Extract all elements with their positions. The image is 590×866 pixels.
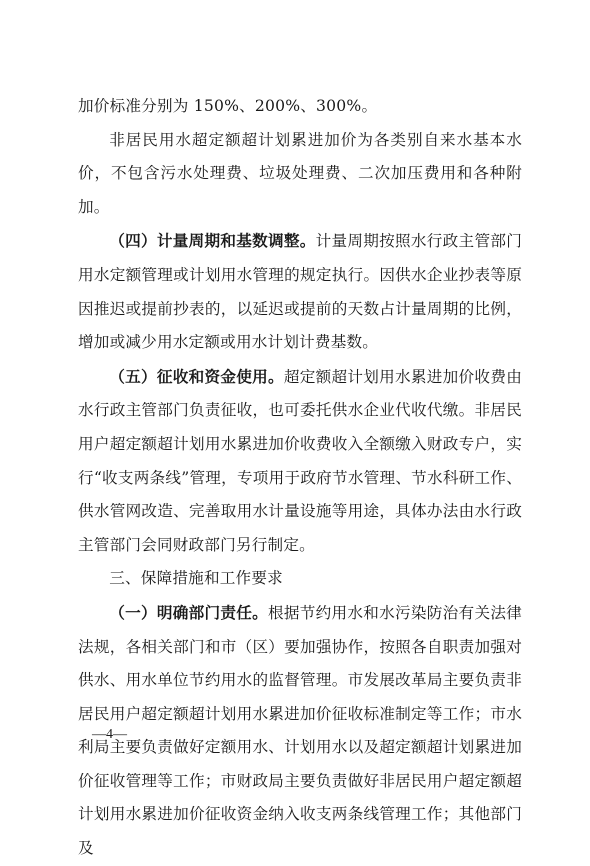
- paragraph-department-duty: [78, 596, 522, 866]
- paragraph-collection-use: [78, 360, 522, 563]
- page-number: —4—: [92, 727, 127, 742]
- paragraph-heading: （五）征收和资金使用。: [109, 366, 284, 386]
- paragraph-text: 计量周期按照水行政主管部门用水定额管理或计划用水管理的规定执行。因供水企业抄表等原因推迟或提前抄表的，以延迟或提前的天数占计量周期的比例，增加或减少用水定额或用水计划计费基数。: [78, 232, 522, 352]
- paragraph-continuation: [78, 90, 522, 124]
- section-heading-text: 三、保障措施和工作要求: [109, 569, 283, 588]
- document-body: [78, 90, 522, 866]
- paragraph-text: 加价标准分别为 150%、200%、300%。: [78, 97, 378, 115]
- paragraph-water-price-scope: [78, 124, 522, 225]
- paragraph-heading: （一）明确部门责任。: [109, 602, 268, 622]
- paragraph-heading: （四）计量周期和基数调整。: [109, 231, 316, 251]
- paragraph-metering-cycle: [78, 224, 522, 359]
- paragraph-text: 超定额超计划用水累进加价收费由水行政主管部门负责征收，也可委托供水企业代收代缴。非居民用户超定额超计划用水累进加价收费收入全额缴入财政专户，实行“收支两条线”管理，专项用于政府节水管理、节水科研工作、供水管网改造、完善取用水计量设施等用途，具体办法由水行政主管部门会同财政部门另行制定。: [78, 367, 522, 554]
- section-heading: [78, 562, 522, 596]
- paragraph-text: 根据节约用水和水污染防治有关法律法规，各相关部门和市（区）要加强协作，按照各自职责加强对供水、用水单位节约用水的监督管理。市发展改革局主要负责非居民用户超定额超计划用水累进加价征收标准制定等工作；市水利局主要负责做好定额用水、计划用水以及超定额超计划累进加价征收管理等工作；市财政局主要负责做好非居民用户超定额超计划用水累进加价征收资金纳入收支两条线管理工作；其他部门及: [78, 603, 522, 858]
- paragraph-text: 非居民用水超定额超计划累进加价为各类别自来水基本水价，不包含污水处理费、垃圾处理费、二次加压费用和各种附加。: [78, 130, 522, 216]
